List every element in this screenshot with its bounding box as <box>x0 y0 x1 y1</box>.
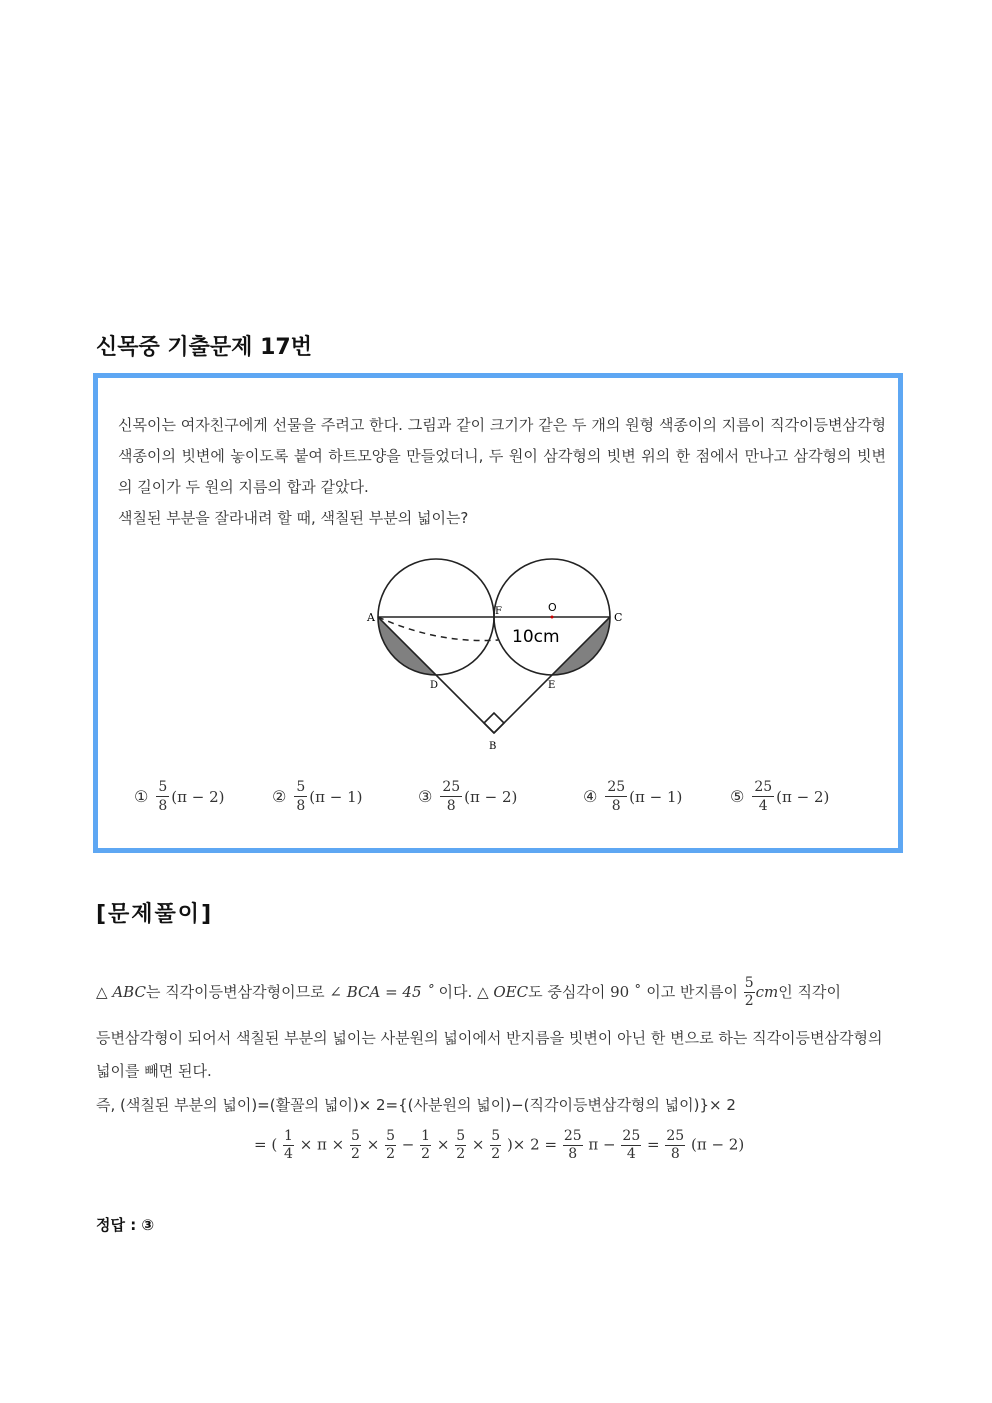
choice-rest: (π − 1) <box>309 787 363 806</box>
right-angle-marker <box>484 713 504 733</box>
center-point-o <box>551 616 554 619</box>
final-answer: 정답 : ③ <box>96 1216 155 1234</box>
choice-number: ② <box>272 787 287 806</box>
choice-rest: (π − 2) <box>776 787 830 806</box>
leg-ab <box>378 617 494 733</box>
choice-number: ⑤ <box>730 787 745 806</box>
problem-question: 색칠된 부분을 잘라내려 할 때, 색칠된 부분의 넓이는? <box>118 509 469 527</box>
label-c: C <box>614 611 623 624</box>
label-f: F <box>495 606 502 617</box>
choice-fraction: $\frac{25}{8}$ <box>442 779 461 814</box>
choice-fraction: $\frac{25}{8}$ <box>607 779 626 814</box>
choice-rest: (π − 2) <box>464 787 518 806</box>
answer-choices <box>128 778 888 822</box>
choice-number: ③ <box>418 787 433 806</box>
label-b: B <box>489 741 497 752</box>
label-d: D <box>430 680 439 691</box>
choice-number: ④ <box>583 787 598 806</box>
solution-line-2: 등변삼각형이 되어서 색칠된 부분의 넓이는 사분원의 넓이에서 반지름을 빗변이 아닌 한 변으로 하는 직각이등변삼각형의 <box>96 1029 883 1047</box>
choice-fraction: $\frac{25}{4}$ <box>754 779 773 814</box>
choice-3[interactable] <box>418 778 517 815</box>
label-a: A <box>367 611 375 624</box>
choice-1[interactable] <box>134 778 224 815</box>
label-e: E <box>548 680 556 691</box>
solution-line-4: 즉, (색칠된 부분의 넓이)=(활꼴의 넓이)× 2={(사분원의 넓이)−(직각이등변삼각형의 넓이)}× 2 <box>96 1096 736 1114</box>
heart-figure <box>367 554 638 754</box>
page-title: 신목중 기출문제 17번 <box>96 335 312 360</box>
problem-box <box>93 373 903 853</box>
solution-equation: = ( $\frac{1}{4}$ × π × $\frac{5}{2}$ × $\frac{5}{2}$ − $\frac{1}{2}$ × $\frac{5}{2}$ × $\frac{5}{2}$ )× 2 = $\frac{25}{8}$ π − $\frac{25}{4}$ = $\frac{25}{8}$ (π − 2) <box>254 1128 745 1162</box>
solution-line-3: 넓이를 빼면 된다. <box>96 1062 212 1080</box>
choice-4[interactable] <box>583 778 682 815</box>
choice-5[interactable] <box>730 778 829 815</box>
choice-fraction: $\frac{5}{8}$ <box>158 779 168 814</box>
label-o: O <box>548 601 557 614</box>
label-length: 10cm <box>512 627 560 647</box>
choice-rest: (π − 1) <box>629 787 683 806</box>
problem-paragraph: 신목이는 여자친구에게 선물을 주려고 한다. 그림과 같이 크기가 같은 두 개의 원형 색종이의 지름이 직각이등변삼각형 색종이의 빗변에 놓이도록 붙여 하트모양을 만들었더니, 두 원이 삼각형의 빗변 위의 한 점에서 만나고 삼각형의 빗변의 길이가 두 원의 지름의 합과 같았다. <box>118 416 886 496</box>
choice-number: ① <box>134 787 149 806</box>
choice-fraction: $\frac{5}{8}$ <box>296 779 306 814</box>
solution-line-1: △ ABC는 직각이등변삼각형이므로 ∠ BCA = 45 ˚ 이다. △ OEC도 중심각이 90 ˚ 이고 반지름이 $\frac{5}{2}$ cm인 직각이 <box>96 975 841 1009</box>
solution-heading: [문제풀이] <box>96 902 214 927</box>
choice-rest: (π − 2) <box>171 787 225 806</box>
problem-text <box>118 410 886 534</box>
choice-2[interactable] <box>272 778 362 815</box>
